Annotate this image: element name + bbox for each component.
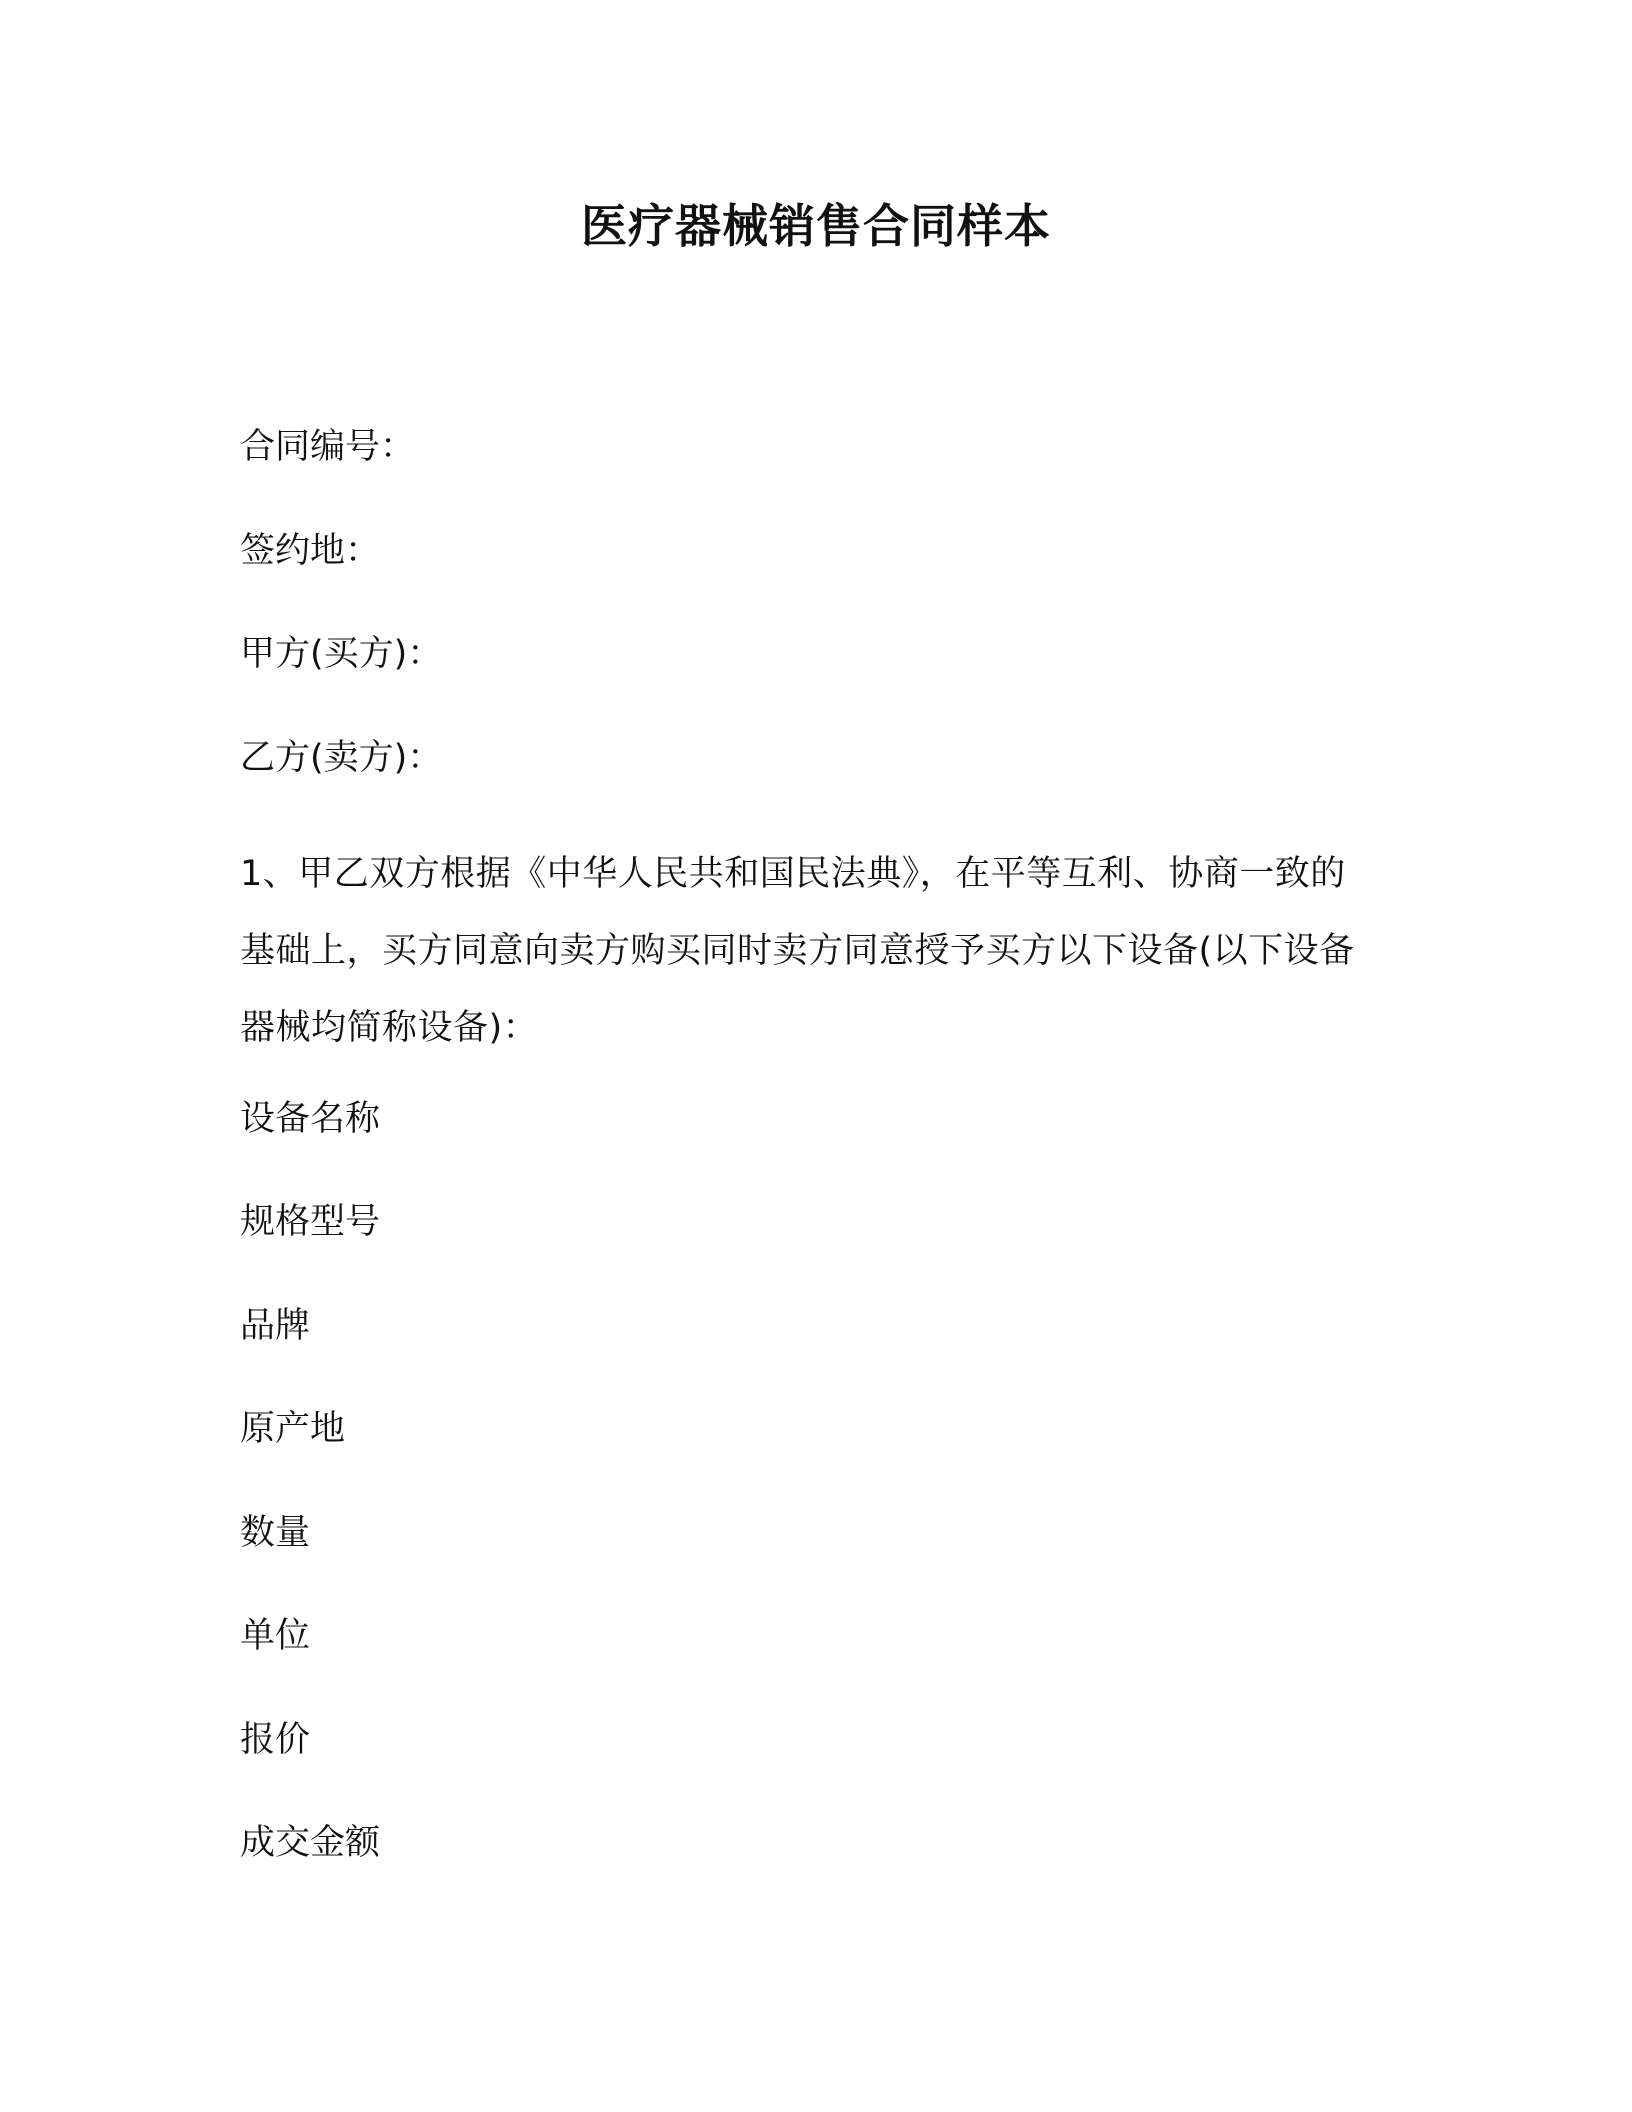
brand-label: 品牌 (240, 1306, 311, 1346)
quantity-label: 数量 (240, 1513, 311, 1553)
party-b-seller-label: 乙方(卖方)： (240, 738, 443, 778)
contract-title: 医疗器械销售合同样本 (581, 199, 1051, 253)
contract-number-label: 合同编号： (240, 427, 416, 467)
origin-label: 原产地 (240, 1409, 346, 1449)
clause-1-paragraph: 1、甲乙双方根据《中华人民共和国民法典》，在平等互利、协商一致的基础上，买方同意向卖方购买同时卖方同意授予买方以下设备(以下设备器械均简称设备)： (240, 854, 1355, 1048)
model-spec-label: 规格型号 (240, 1202, 381, 1242)
signing-place-label: 签约地： (240, 531, 381, 571)
party-a-buyer-label: 甲方(买方)： (240, 634, 443, 674)
quote-label: 报价 (240, 1720, 311, 1760)
deal-amount-label: 成交金额 (240, 1823, 381, 1863)
equipment-name-label: 设备名称 (240, 1099, 381, 1139)
unit-label: 单位 (240, 1616, 311, 1656)
